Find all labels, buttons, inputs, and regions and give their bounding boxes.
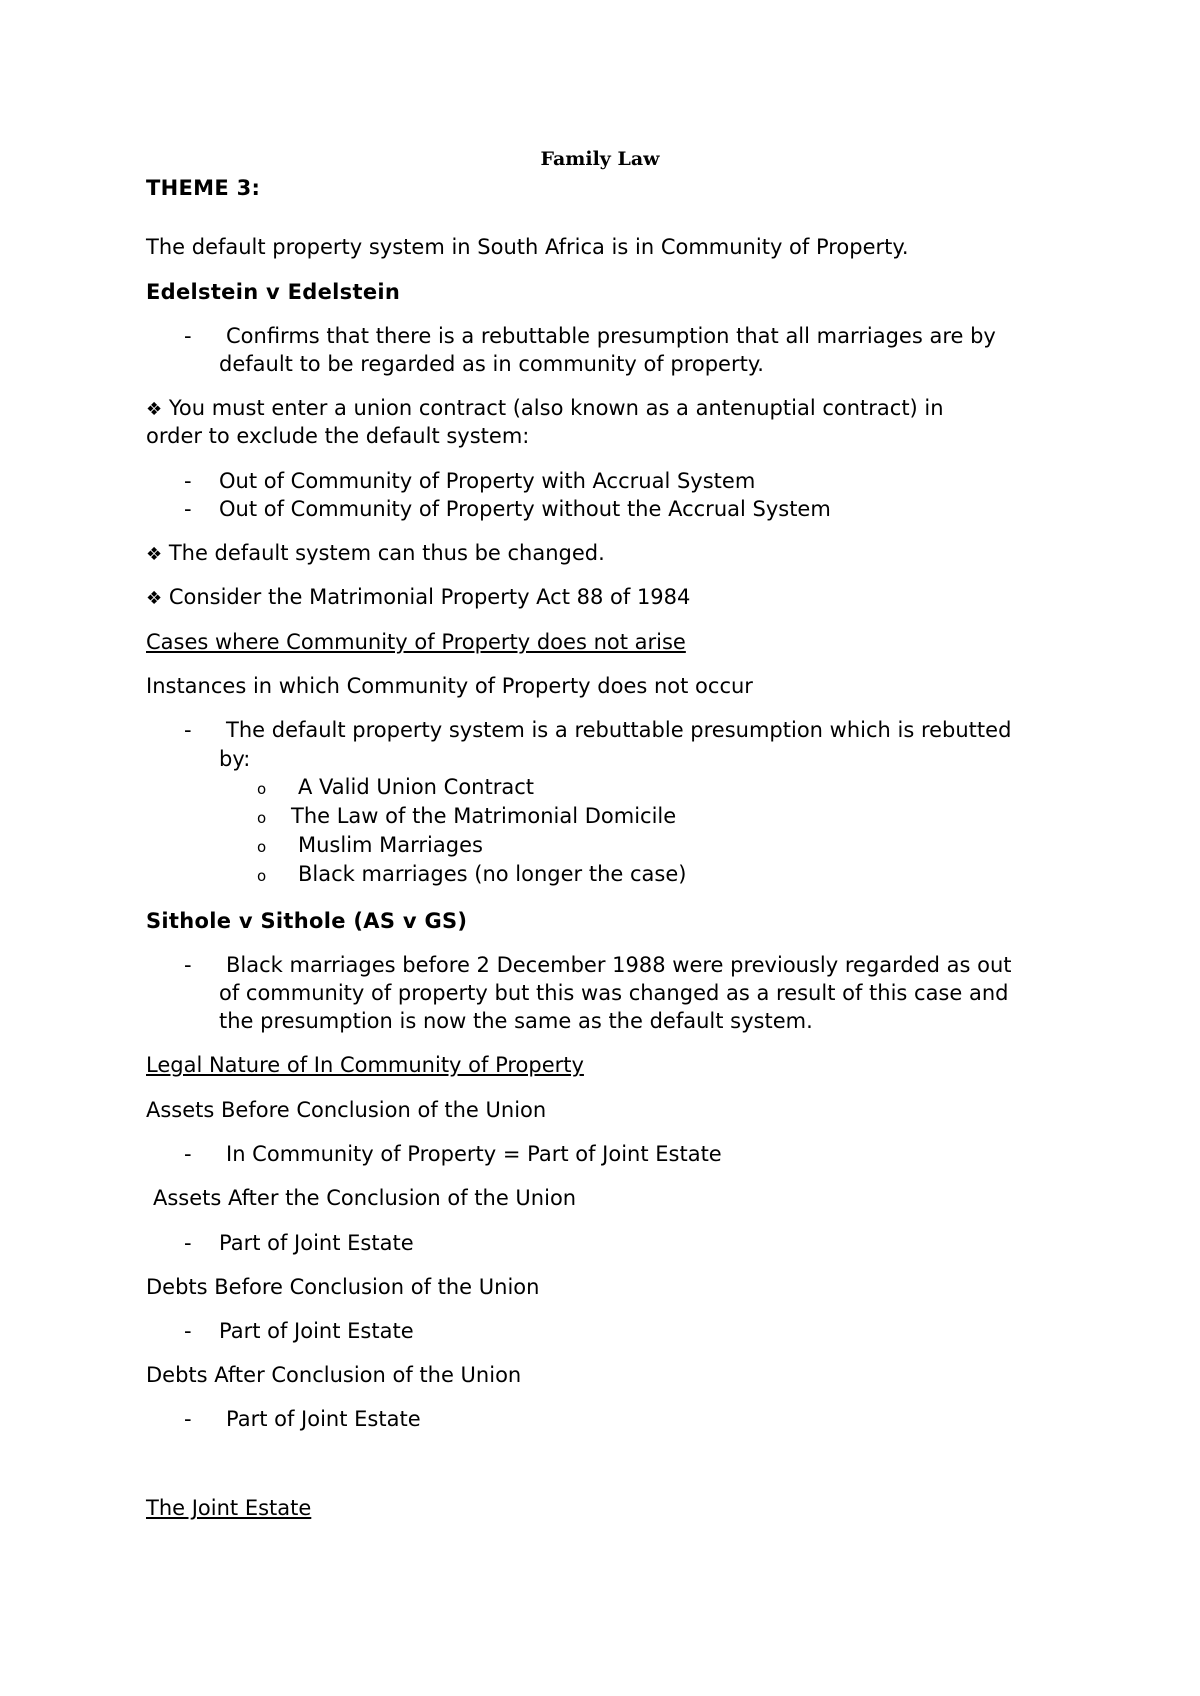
circle-bullet-icon: o [257,809,267,827]
dash-bullet: - [184,324,192,348]
group-label: Debts After Conclusion of the Union [146,1363,522,1387]
diamond-bullet-icon: ❖ [146,399,163,420]
group-value: Part of Joint Estate [219,1319,414,1343]
option-item: Out of Community of Property without the Accrual System [219,497,831,521]
rebuttal-point-line2: by: [219,747,251,771]
theme-heading: THEME 3: [146,176,261,200]
group-label: Assets Before Conclusion of the Union [146,1098,547,1122]
section-heading-joint-estate: The Joint Estate [146,1496,312,1520]
dash-bullet: - [184,1142,192,1166]
circle-bullet-icon: o [257,780,267,798]
note-matrimonial-act-text: Consider the Matrimonial Property Act 88 of 1984 [168,585,691,609]
case-heading-sithole: Sithole v Sithole (AS v GS) [146,909,468,933]
edelstein-point-line1: Confirms that there is a rebuttable presumption that all marriages are by [226,324,996,348]
note-default-changed-text: The default system can thus be changed. [168,541,605,565]
dash-bullet: - [184,1407,192,1431]
diamond-bullet-icon: ❖ [146,544,163,565]
dash-bullet: - [184,718,192,742]
rebuttal-item: Muslim Marriages [298,833,483,857]
rebuttal-item: The Law of the Matrimonial Domicile [291,804,677,828]
group-value: Part of Joint Estate [219,1231,414,1255]
option-item: Out of Community of Property with Accrual System [219,469,756,493]
dash-bullet: - [184,497,192,521]
document-title: Family Law [540,148,660,170]
section-heading-legal-nature: Legal Nature of In Community of Property [146,1053,584,1077]
group-label: Assets After the Conclusion of the Union [153,1186,577,1210]
case-heading-edelstein: Edelstein v Edelstein [146,280,401,304]
dash-bullet: - [184,469,192,493]
section-heading-cases: Cases where Community of Property does not arise [146,630,686,654]
group-label: Debts Before Conclusion of the Union [146,1275,540,1299]
dash-bullet: - [184,1231,192,1255]
note-union-contract [146,394,944,424]
rebuttal-item: A Valid Union Contract [298,775,535,799]
dash-bullet: - [184,953,192,977]
circle-bullet-icon: o [257,838,267,856]
sithole-point-line3: the presumption is now the same as the default system. [219,1009,813,1033]
note-matrimonial-act [146,583,690,613]
note-default-changed [146,539,605,569]
sithole-point-line2: of community of property but this was changed as a result of this case and [219,981,1009,1005]
note-union-contract-line1: You must enter a union contract (also known as a antenuptial contract) in [168,396,944,420]
intro-paragraph: The default property system in South Africa is in Community of Property. [146,235,909,259]
rebuttal-item: Black marriages (no longer the case) [298,862,687,886]
group-value: In Community of Property = Part of Joint Estate [226,1142,722,1166]
dash-bullet: - [184,1319,192,1343]
diamond-bullet-icon: ❖ [146,588,163,609]
section-subheading-instances: Instances in which Community of Property does not occur [146,674,753,698]
circle-bullet-icon: o [257,867,267,885]
edelstein-point-line2: default to be regarded as in community of property. [219,352,764,376]
note-union-contract-line2: order to exclude the default system: [146,424,530,448]
group-value: Part of Joint Estate [226,1407,421,1431]
sithole-point-line1: Black marriages before 2 December 1988 were previously regarded as out [226,953,1012,977]
rebuttal-point-line1: The default property system is a rebuttable presumption which is rebutted [226,718,1012,742]
